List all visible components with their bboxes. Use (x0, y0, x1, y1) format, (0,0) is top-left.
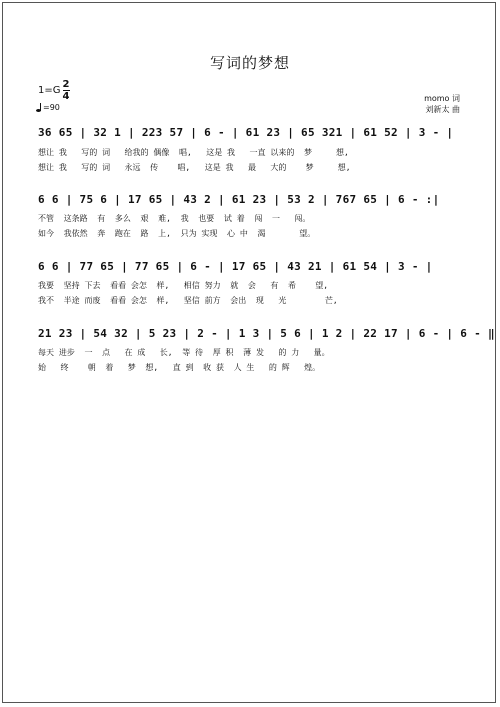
key-signature (38, 80, 70, 101)
song-title: 写词的梦想 (209, 54, 290, 72)
time-denominator: 4 (62, 91, 70, 102)
notation-line: 6 6 | 77 65 | 77 65 | 6 - | 17 65 | 43 21 | 61 54 | 3 - | (38, 260, 433, 273)
lyrics-line: 不管 这条路 有 多么 艰 难, 我 也要 试 着 闯 一 闯。 (38, 214, 311, 223)
notation-line: 6 6 | 75 6 | 17 65 | 43 2 | 61 23 | 53 2 | 767 65 | 6 - :| (38, 193, 440, 206)
lyrics-line: 想让 我 写的 词 永远 传 唱, 这是 我 最 大的 梦 想, (38, 163, 351, 172)
time-signature (63, 80, 70, 101)
lyrics-line: 我要 坚持 下去 看看 会怎 样, 相信 努力 就 会 有 希 望, (38, 281, 329, 290)
time-numerator: 2 (62, 79, 70, 90)
quarter-note-icon (36, 103, 42, 112)
key-label: 1=G (38, 85, 61, 96)
lyrics-line: 每天 进步 一 点 在 成 长, 等 待 厚 积 薄 发 的 力 量。 (38, 348, 330, 357)
tempo-value: =90 (43, 103, 60, 112)
tempo-mark (36, 103, 60, 112)
composer-credit: 刘新太 曲 (425, 105, 460, 114)
lyrics-line: 始 终 朝 着 梦 想, 直 到 收 获 人 生 的 辉 煌。 (38, 363, 321, 372)
notation-line: 21 23 | 54 32 | 5 23 | 2 - | 1 3 | 5 6 | 1 2 | 22 17 | 6 - | 6 - ‖ (38, 327, 495, 340)
lyrics-line: 想让 我 写的 词 给我的 偶像 唱, 这是 我 一直 以来的 梦 想, (38, 148, 349, 157)
lyrics-line: 如今 我依然 奔 跑在 路 上, 只为 实现 心 中 渴 望。 (38, 229, 316, 238)
lyricist-credit: momo 词 (424, 94, 460, 103)
notation-line: 36 65 | 32 1 | 223 57 | 6 - | 61 23 | 65 321 | 61 52 | 3 - | (38, 126, 454, 139)
lyrics-line: 我不 半途 而废 看看 会怎 样, 坚信 前方 会出 现 光 芒, (38, 296, 338, 305)
